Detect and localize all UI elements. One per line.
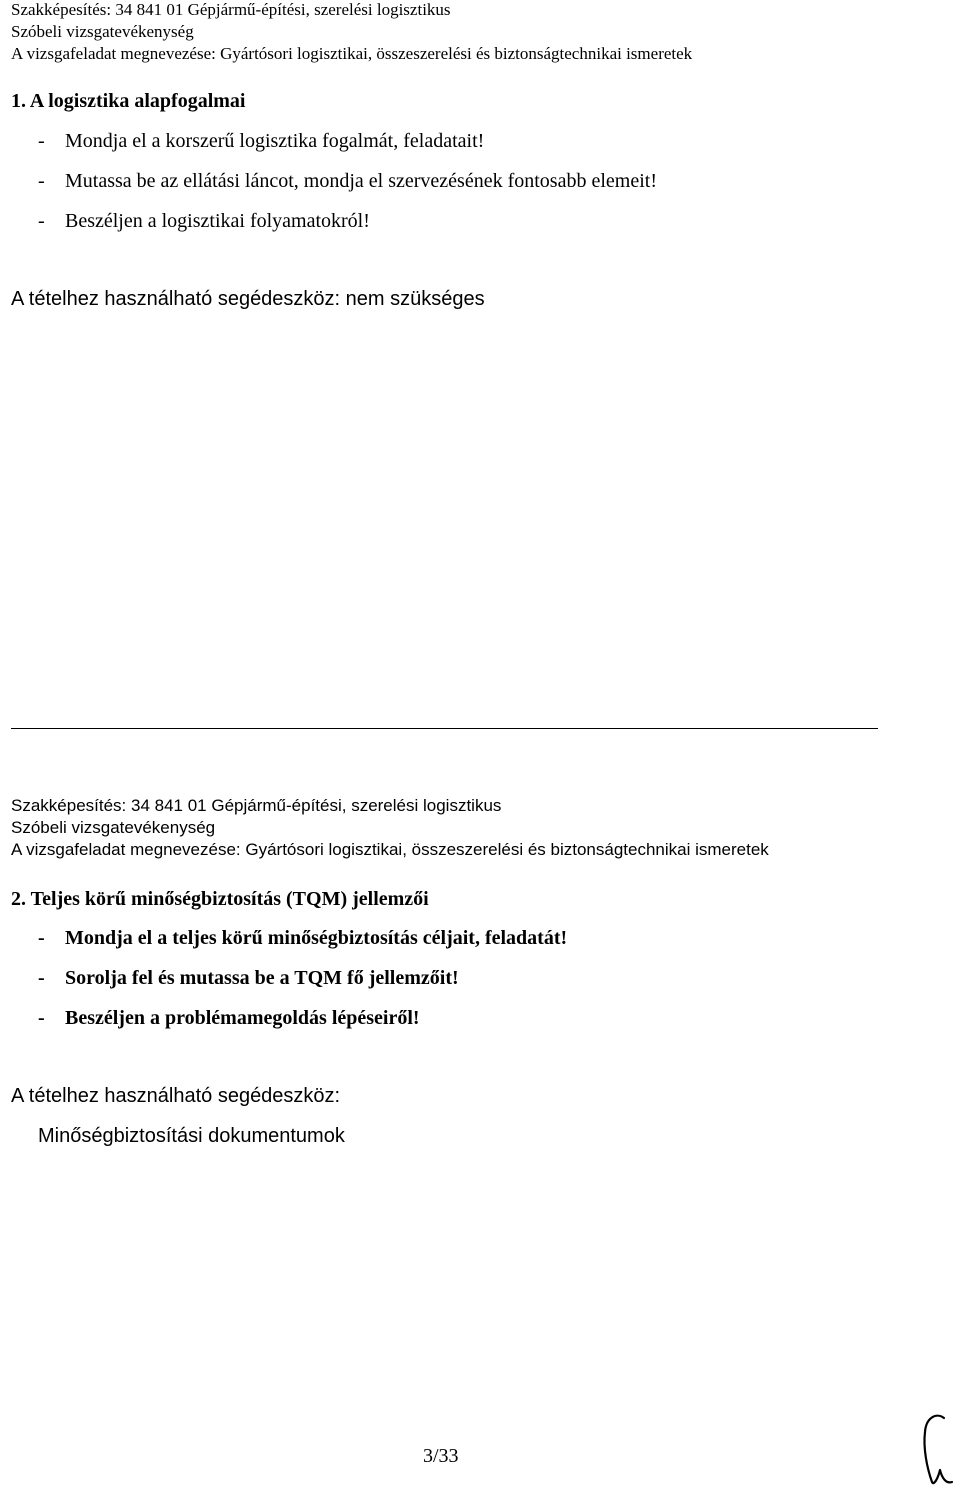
- header-qualification: Szakképesítés: 34 841 01 Gépjármű-építési, szerelési logisztikus: [11, 796, 502, 815]
- aid-requirement-1: A tételhez használható segédeszköz: nem szükséges: [11, 288, 485, 310]
- task-item: - Beszéljen a problémamegoldás lépéseiről!: [38, 1007, 420, 1029]
- aid-label-2: A tételhez használható segédeszköz:: [11, 1085, 341, 1107]
- header-exam-activity: Szóbeli vizsgatevékenység: [11, 22, 194, 41]
- list-marker: -: [38, 927, 45, 949]
- signature-mark: [918, 1412, 958, 1488]
- header-task-name: A vizsgafeladat megnevezése: Gyártósori logisztikai, összeszerelési és biztonságtechnikai ismeretek: [11, 44, 693, 63]
- task-item: - Mondja el a korszerű logisztika fogalmát, feladatait!: [38, 130, 485, 152]
- header-qualification: Szakképesítés: 34 841 01 Gépjármű-építési, szerelési logisztikus: [11, 0, 451, 19]
- list-marker: -: [38, 170, 45, 192]
- aid-value-2: Minőségbiztosítási dokumentumok: [38, 1125, 345, 1147]
- section-title-2: 2. Teljes körű minőségbiztosítás (TQM) jellemzői: [11, 888, 429, 910]
- list-marker: -: [38, 1007, 45, 1029]
- task-item: - Mondja el a teljes körű minőségbiztosítás céljait, feladatát!: [38, 927, 568, 949]
- task-item: - Mutassa be az ellátási láncot, mondja el szervezésének fontosabb elemeit!: [38, 170, 657, 192]
- page-divider: [11, 728, 878, 729]
- header-task-name: A vizsgafeladat megnevezése: Gyártósori logisztikai, összeszerelési és biztonságtechnikai ismeretek: [11, 840, 769, 859]
- list-marker: -: [38, 210, 45, 232]
- section-title-1: 1. A logisztika alapfogalmai: [11, 90, 246, 112]
- header-exam-activity: Szóbeli vizsgatevékenység: [11, 818, 216, 837]
- task-item: - Beszéljen a logisztikai folyamatokról!: [38, 210, 370, 232]
- task-item: - Sorolja fel és mutassa be a TQM fő jellemzőit!: [38, 967, 459, 989]
- list-marker: -: [38, 130, 45, 152]
- list-marker: -: [38, 967, 45, 989]
- page-number: 3/33: [423, 1445, 459, 1467]
